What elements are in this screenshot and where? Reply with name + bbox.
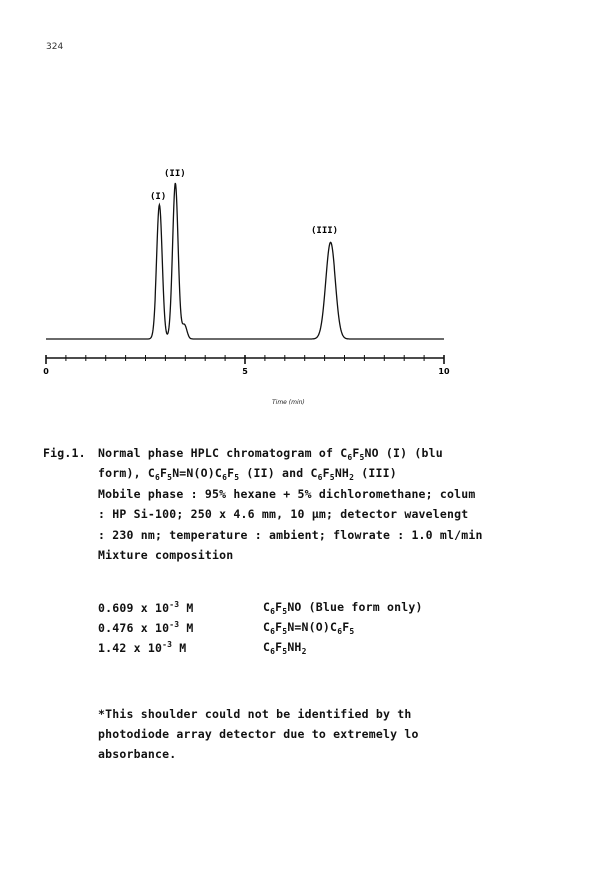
- peak-label-I: (I): [150, 192, 167, 202]
- x-tick-label-10: 10: [438, 367, 450, 376]
- footnote-line-3: absorbance.: [98, 747, 177, 761]
- caption-line-5: : 230 nm; temperature : ambient; flowrate : 1.0 ml/min: [98, 528, 483, 542]
- composition-amount-3: 1.42 x $10^{-3}$ M: [98, 640, 187, 655]
- peak-label-III: (III): [311, 226, 339, 236]
- composition-compound-2: $C_6F_5N=N(O)C_6F_5$: [263, 620, 355, 636]
- composition-amount-2: 0.476 x $10^{-3}$ M: [98, 620, 194, 635]
- x-tick-label-0: 0: [43, 367, 49, 376]
- caption-line-1: Normal phase HPLC chromatogram of $C_6F_5NO$ (I) (blu: [98, 446, 443, 462]
- peak-label-II: (II): [164, 169, 186, 179]
- x-axis-label: Time (min): [272, 399, 305, 406]
- caption-line-6: Mixture composition: [98, 548, 234, 562]
- caption-line-2: form), $C_6F_5N=N(O)C_6F_5$ (II) and $C_6F_5NH_2$ (III): [98, 466, 397, 482]
- footnote-line-1: *This shoulder could not be identified by th: [98, 707, 412, 721]
- chromatogram-trace: [46, 183, 444, 339]
- composition-compound-3: $C_6F_5NH_2$: [263, 640, 307, 656]
- chromatogram: [0, 150, 593, 390]
- caption-line-4: : HP Si-100; 250 x 4.6 mm, 10 µm; detector wavelengt: [98, 507, 469, 521]
- page-number: 324: [46, 42, 64, 52]
- footnote-line-2: photodiode array detector due to extremely lo: [98, 727, 419, 741]
- figure-label: Fig.1.: [43, 446, 86, 460]
- composition-amount-1: 0.609 x $10^{-3}$ M: [98, 600, 194, 615]
- x-tick-label-5: 5: [242, 367, 248, 376]
- x-axis-ticks: [46, 355, 444, 364]
- composition-compound-1: $C_6F_5NO$ (Blue form only): [263, 600, 423, 616]
- caption-line-3: Mobile phase : 95% hexane + 5% dichloromethane; colum: [98, 487, 476, 501]
